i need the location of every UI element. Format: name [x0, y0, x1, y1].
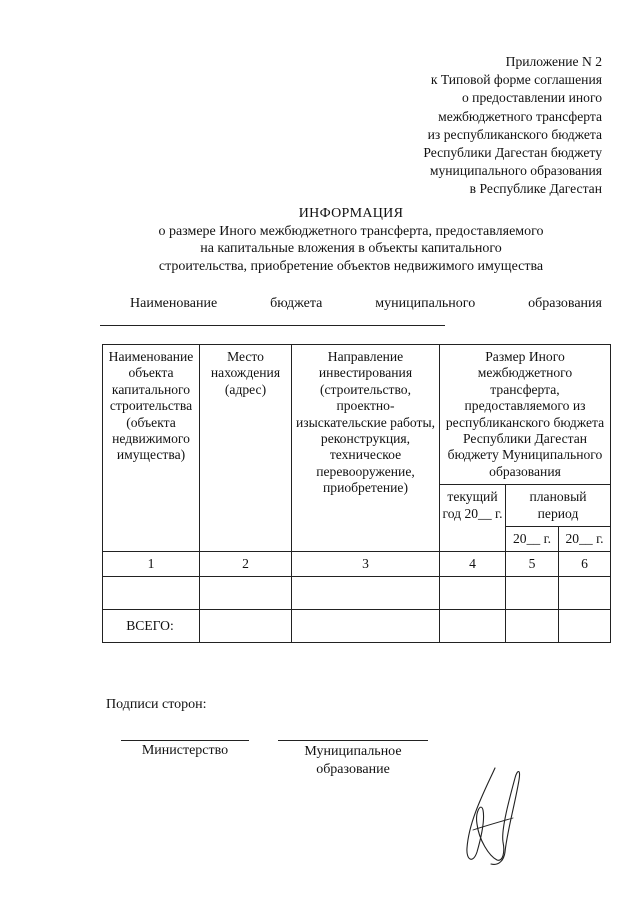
table-cell	[103, 577, 200, 610]
title-line: строительства, приобретение объектов недвижимого имущества	[158, 258, 544, 274]
column-number: 4	[440, 552, 506, 577]
document-title	[100, 205, 602, 275]
column-number: 2	[200, 552, 292, 577]
annex-line: о предоставлении иного	[461, 90, 602, 106]
title-line: о размере Иного межбюджетного трансферта, предоставляемого	[158, 223, 544, 239]
budget-name-label	[130, 296, 602, 312]
info-table	[102, 344, 611, 643]
table-cell	[200, 577, 292, 610]
column-number: 6	[559, 552, 611, 577]
header-current-year: текущий год 20__ г.	[440, 485, 506, 552]
party-ministry: Министерство	[141, 743, 229, 758]
title-heading: ИНФОРМАЦИЯ	[298, 206, 404, 221]
signature-line-ministry	[121, 740, 249, 741]
total-row	[103, 610, 611, 643]
total-label: ВСЕГО:	[103, 610, 200, 643]
annex-line: муниципального образования	[429, 163, 602, 179]
table-cell	[559, 610, 611, 643]
column-number-row	[103, 552, 611, 577]
table-cell	[440, 610, 506, 643]
table-cell	[440, 577, 506, 610]
table-cell	[506, 610, 559, 643]
header-direction: Направление инвестирования (строительство, проектно-изыскательские работы, реконструкция, техническое перевооружение, приобретение)	[292, 345, 440, 552]
party-municipality: Муниципальное образование	[304, 744, 402, 777]
budget-name-fill-line	[100, 325, 445, 326]
handwritten-signature	[455, 760, 535, 870]
header-year-2: 20__ г.	[559, 527, 611, 552]
budget-word: образования	[528, 296, 602, 311]
annex-line: к Типовой форме соглашения	[430, 72, 602, 88]
column-number: 5	[506, 552, 559, 577]
annex-line: межбюджетного трансферта	[438, 108, 602, 124]
annex-line: Республики Дагестан бюджету	[423, 145, 602, 161]
table-cell	[292, 577, 440, 610]
header-location: Место нахождения (адрес)	[200, 345, 292, 552]
signature-line-municipality	[278, 740, 428, 741]
budget-word: Наименование	[130, 296, 218, 311]
table-cell	[506, 577, 559, 610]
annex-line: Приложение N 2	[505, 54, 602, 69]
annex-line: из республиканского бюджета	[427, 126, 602, 142]
title-line: на капитальные вложения в объекты капитального	[200, 241, 502, 256]
header-object-name: Наименование объекта капитального строительства (объекта недвижимого имущества)	[103, 345, 200, 552]
budget-word: муниципального	[375, 296, 476, 311]
column-number: 1	[103, 552, 200, 577]
header-amount: Размер Иного межбюджетного трансферта, предоставляемого из республиканского бюджета Республики Дагестан бюджету Муниципального образования	[440, 345, 611, 485]
header-year-1: 20__ г.	[506, 527, 559, 552]
header-planned-period: плановый период	[506, 485, 611, 527]
annex-header	[423, 53, 602, 199]
budget-word: бюджета	[270, 296, 323, 311]
table-row	[103, 577, 611, 610]
column-number: 3	[292, 552, 440, 577]
table-cell	[292, 610, 440, 643]
table-cell	[200, 610, 292, 643]
annex-line: в Республике Дагестан	[469, 181, 602, 197]
signatures-label: Подписи сторон:	[106, 697, 207, 712]
table-cell	[559, 577, 611, 610]
